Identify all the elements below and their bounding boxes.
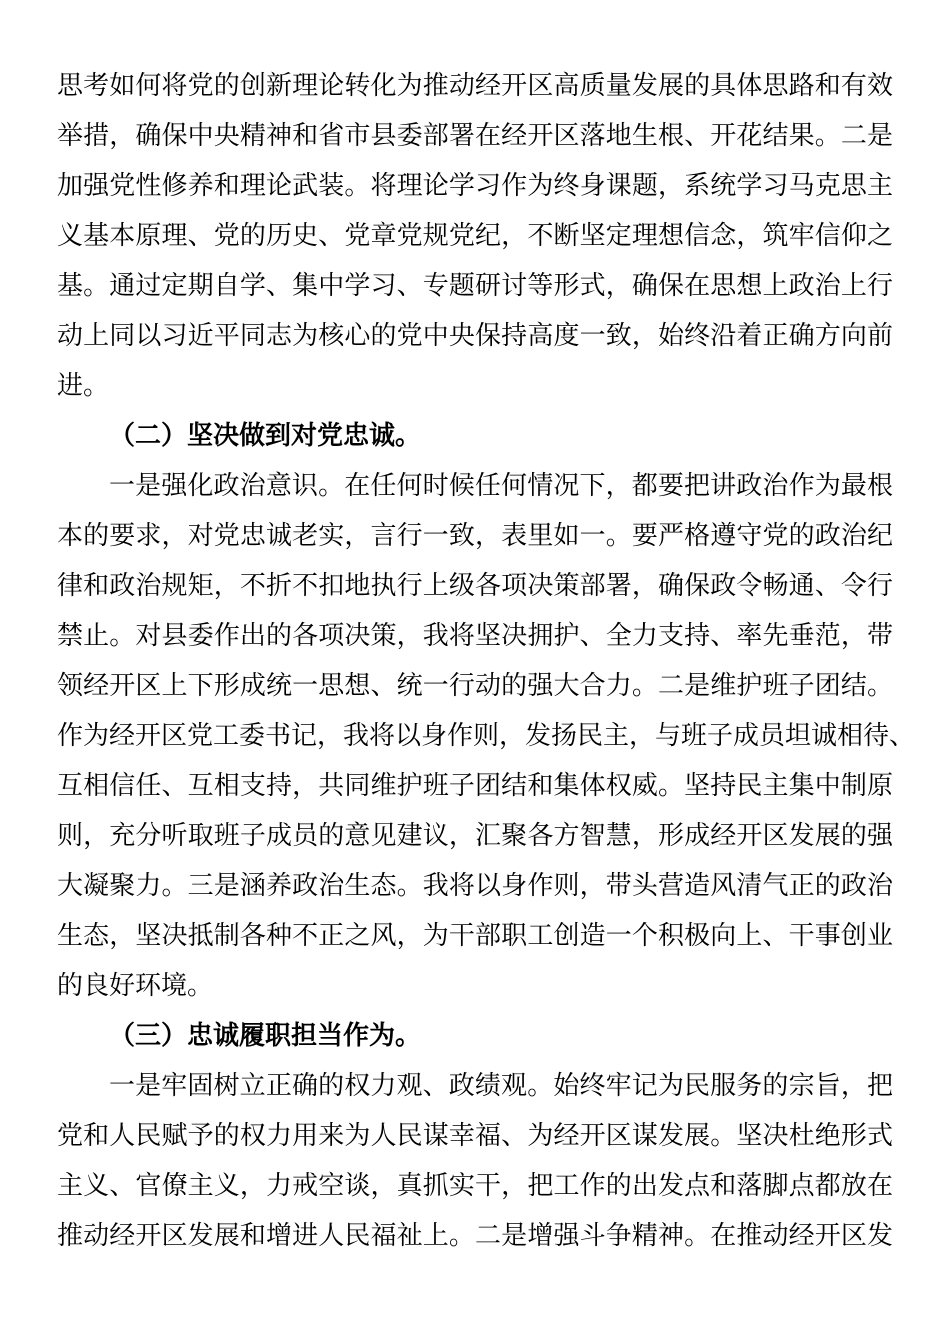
text-line: 律和政治规矩，不折不扣地执行上级各项决策部署，确保政令畅通、令行 xyxy=(57,570,893,600)
text-line: 作为经开区党工委书记，我将以身作则，发扬民主，与班子成员坦诚相待、 xyxy=(57,720,916,750)
text-line: 本的要求，对党忠诚老实，言行一致，表里如一。要严格遵守党的政治纪 xyxy=(57,520,893,550)
text-line: 党和人民赋予的权力用来为人民谋幸福、为经开区谋发展。坚决杜绝形式 xyxy=(57,1120,893,1150)
text-line: 加强党性修养和理论武装。将理论学习作为终身课题，系统学习马克思主 xyxy=(57,170,893,200)
text-line: 动上同以习近平同志为核心的党中央保持高度一致，始终沿着正确方向前 xyxy=(57,320,893,350)
text-line: 基。通过定期自学、集中学习、专题研讨等形式，确保在思想上政治上行 xyxy=(57,270,893,300)
text-line: 生态，坚决抵制各种不正之风，为干部职工创造一个积极向上、干事创业 xyxy=(57,920,893,950)
text-line: 思考如何将党的创新理论转化为推动经开区高质量发展的具体思路和有效 xyxy=(57,70,893,100)
text-line: 领经开区上下形成统一思想、统一行动的强大合力。二是维护班子团结。 xyxy=(57,670,893,700)
section-heading: （二）坚决做到对党忠诚。 xyxy=(109,420,422,450)
section-heading: （三）忠诚履职担当作为。 xyxy=(109,1020,422,1050)
text-line: 大凝聚力。三是涵养政治生态。我将以身作则，带头营造风清气正的政治 xyxy=(57,870,893,900)
text-line: 进。 xyxy=(57,370,110,400)
text-line: 义基本原理、党的历史、党章党规党纪，不断坚定理想信念，筑牢信仰之 xyxy=(57,220,893,250)
document-text-block xyxy=(57,60,916,1260)
text-line: 推动经开区发展和增进人民福祉上。二是增强斗争精神。在推动经开区发 xyxy=(57,1220,893,1250)
text-line: 的良好环境。 xyxy=(57,970,214,1000)
text-line: 一是强化政治意识。在任何时候任何情况下，都要把讲政治作为最根 xyxy=(109,470,893,500)
text-line: 则，充分听取班子成员的意见建议，汇聚各方智慧，形成经开区发展的强 xyxy=(57,820,893,850)
text-line: 禁止。对县委作出的各项决策，我将坚决拥护、全力支持、率先垂范，带 xyxy=(57,620,893,650)
text-line: 互相信任、互相支持，共同维护班子团结和集体权威。坚持民主集中制原 xyxy=(57,770,893,800)
text-line: 举措，确保中央精神和省市县委部署在经开区落地生根、开花结果。二是 xyxy=(57,120,893,150)
text-line: 主义、官僚主义，力戒空谈，真抓实干，把工作的出发点和落脚点都放在 xyxy=(57,1170,893,1200)
text-line: 一是牢固树立正确的权力观、政绩观。始终牢记为民服务的宗旨，把 xyxy=(109,1070,893,1100)
